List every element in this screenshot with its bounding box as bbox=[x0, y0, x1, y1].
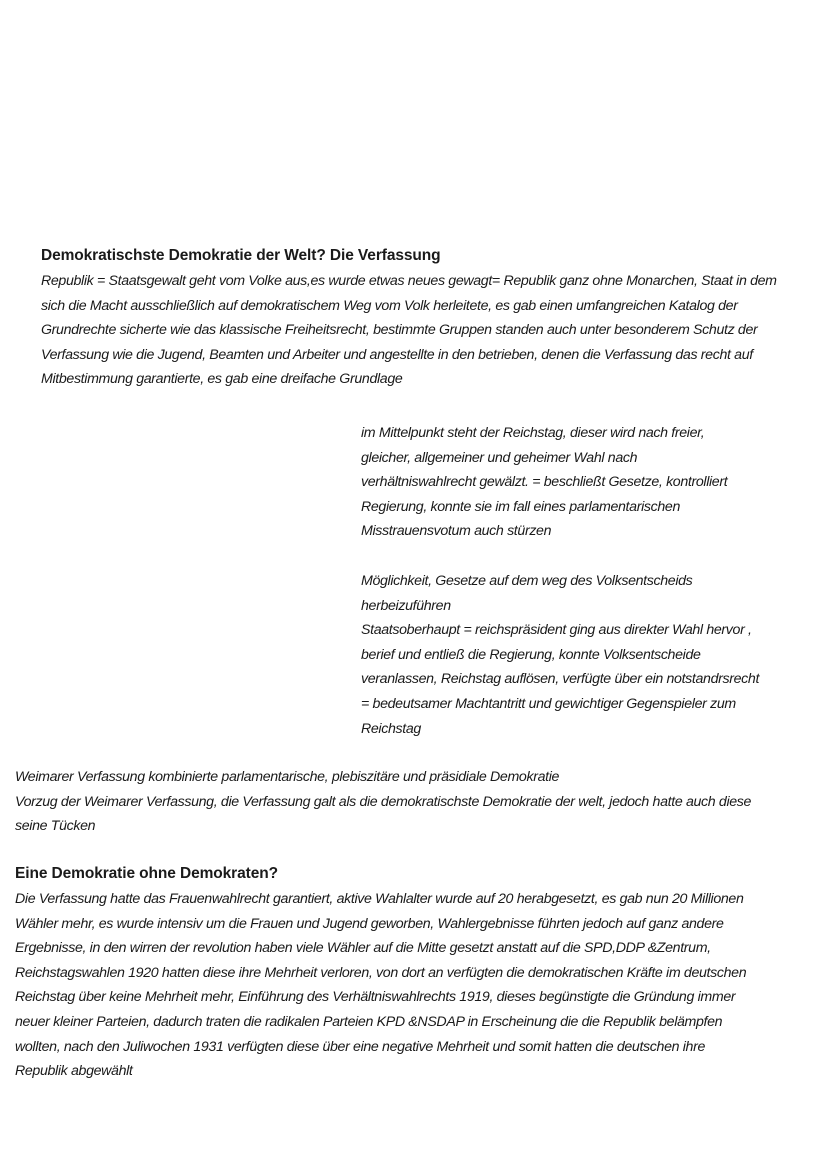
reichspraesident-note: Möglichkeit, Gesetze auf dem weg des Volksentscheids herbeizuführen Staatsoberhaupt = reichspräsident ging aus direkter Wahl hervor , berief und entließ die Regierung, konnte Volksentscheide veranlassen, Reichstag auflösen, verfügte über ein notstandrsrecht = bedeutsamer Machtantritt und gewichtiger Gegenspieler zum Reichstag bbox=[361, 573, 760, 737]
section-text-verfassung: Republik = Staatsgewalt geht vom Volke aus,es wurde etwas neues gewagt= Republik ganz ohne Monarchen, Staat in dem sich die Macht ausschließlich auf demokratischem Weg vom Volk herleitete, es gab einen umfangreichen Katalog der Grundrechte sicherte wie das klassische Freiheitsrecht, bestimmte Gruppen standen auch unter besonderem Schutz der Verfassung wie die Jugend, Beamten und Arbeiter und angestellte in den betrieben, denen die Verfassung das recht auf Mitbestimmung garantierte, es gab eine dreifache Grundlage bbox=[41, 273, 777, 388]
summary-text: Weimarer Verfassung kombinierte parlamentarische, plebiszitäre und präsidiale Demokratie Vorzug der Weimarer Verfassung, die Verfassung galt als die demokratischste Demokratie der welt, jedoch hatte auch diese seine Tücken bbox=[15, 769, 752, 835]
section-text-demokraten: Die Verfassung hatte das Frauenwahlrecht garantiert, aktive Wahlalter wurde auf 20 herabgesetzt, es gab nun 20 Millionen Wähler mehr, es wurde intensiv um die Frauen und Jugend geworben, Wahlergebnisse führten jedoch auf ganz andere Ergebnisse, in den wirren der revolution haben viele Wähler auf die Mitte gesetzt anstatt auf die SPD,DDP &Zentrum, Reichstagswahlen 1920 hatten diese ihre Mehrheit verloren, von dort an verfügten die demokratischen Kräfte im deutschen Reichstag über keine Mehrheit mehr, Einführung des Verhältniswahlrechts 1919, dieses begünstigte die Gründung immer neuer kleiner Parteien, dadurch traten die radikalen Parteien KPD &NSDAP in Erscheinung die die Republik belämpfen wollten, nach den Juliwochen 1931 verfügten diese über eine negative Mehrheit und somit hatten die deutschen ihre Republik abgewählt bbox=[15, 891, 747, 1080]
reichstag-note: im Mittelpunkt steht der Reichstag, dieser wird nach freier, gleicher, allgemeiner und geheimer Wahl nach verhältniswahlrecht gewälzt. = beschließt Gesetze, kontrolliert Regierung, konnte sie im fall eines parlamentarischen Misstrauensvotum auch stürzen bbox=[361, 425, 728, 540]
section-heading-verfassung: Demokratischste Demokratie der Welt? Die Verfassung bbox=[41, 247, 441, 264]
section-heading-demokraten: Eine Demokratie ohne Demokraten? bbox=[15, 865, 278, 882]
